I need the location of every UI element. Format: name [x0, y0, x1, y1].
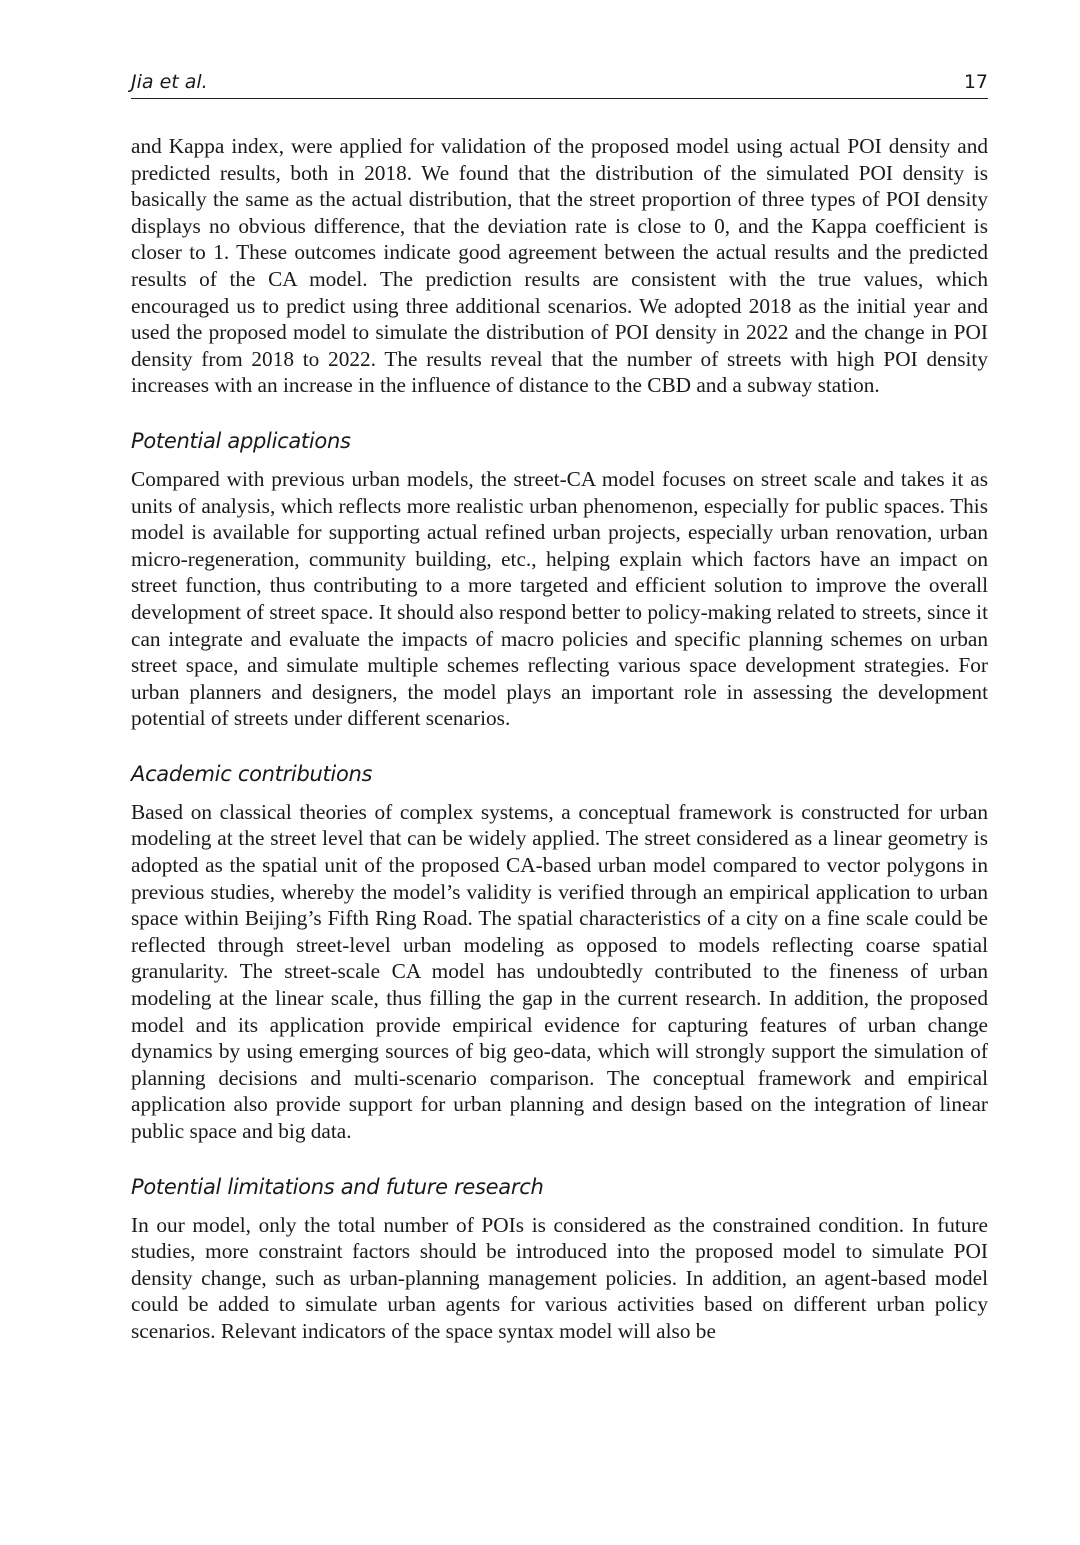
section-heading-limitations: Potential limitations and future research — [131, 1174, 544, 1199]
section-heading-academic-contributions: Academic contributions — [131, 761, 373, 786]
section-heading-potential-applications: Potential applications — [131, 428, 351, 453]
running-head — [131, 68, 988, 99]
potential-applications-paragraph: Compared with previous urban models, the street-CA model focuses on street scale and takes it as units of analysis, which reflects more realistic urban phenomenon, especially for public spaces. This model is available for supporting actual refined urban projects, especially urban renovation, urban micro-regeneration, community building, etc., helping explain which factors have an impact on street function, thus contributing to a more targeted and efficient solution to improve the overall development of street space. It should also respond better to policy-making related to streets, since it can integrate and evaluate the impacts of macro policies and specific planning schemes on urban street space, and simulate multiple schemes reflecting various space development strategies. For urban planners and designers, the model plays an important role in assessing the development potential of streets under different scenarios. — [131, 466, 988, 731]
running-head-authors: Jia et al. — [131, 71, 208, 93]
page-number: 17 — [963, 71, 988, 93]
academic-contributions-paragraph: Based on classical theories of complex systems, a conceptual framework is constructed for urban modeling at the street level that can be widely applied. The street considered as a linear geometry is adopted as the spatial unit of the proposed CA-based urban model compared to vector polygons in previous studies, whereby the model’s validity is verified through an empirical application to urban space within Beijing’s Fifth Ring Road. The spatial characteristics of a city on a fine scale could be reflected through street-level urban modeling as opposed to models reflecting coarse spatial granularity. The street-scale CA model has undoubtedly contributed to the fineness of urban modeling at the linear scale, thus filling the gap in the current research. In addition, the proposed model and its application provide empirical evidence for capturing features of urban change dynamics by using emerging sources of big geo-data, which will strongly support the simulation of planning decisions and multi-scenario comparison. The conceptual framework and empirical application also provide support for urban planning and design based on the integration of linear public space and big data. — [131, 799, 988, 1143]
limitations-paragraph: In our model, only the total number of POIs is considered as the constrained condition. In future studies, more constraint factors should be introduced into the proposed model to simulate POI density change, such as urban-planning management policies. In addition, an agent-based model could be added to simulate urban agents for various activities based on different urban policy scenarios. Relevant indicators of the space syntax model will also be — [131, 1212, 988, 1343]
intro-paragraph: and Kappa index, were applied for validation of the proposed model using actual POI density and predicted results, both in 2018. We found that the distribution of the simulated POI density is basically the same as the actual distribution, that the street proportion of three types of POI density displays no obvious difference, that the deviation rate is close to 0, and the Kappa coefficient is closer to 1. These outcomes indicate good agreement between the actual results and the predicted results of the CA model. The prediction results are consistent with the true values, which encouraged us to predict using three additional scenarios. We adopted 2018 as the initial year and used the proposed model to simulate the distribution of POI density in 2022 and the change in POI density from 2018 to 2022. The results reveal that the number of streets with high POI density increases with an increase in the influence of distance to the CBD and a subway station. — [131, 134, 988, 398]
article-body — [131, 133, 988, 1345]
